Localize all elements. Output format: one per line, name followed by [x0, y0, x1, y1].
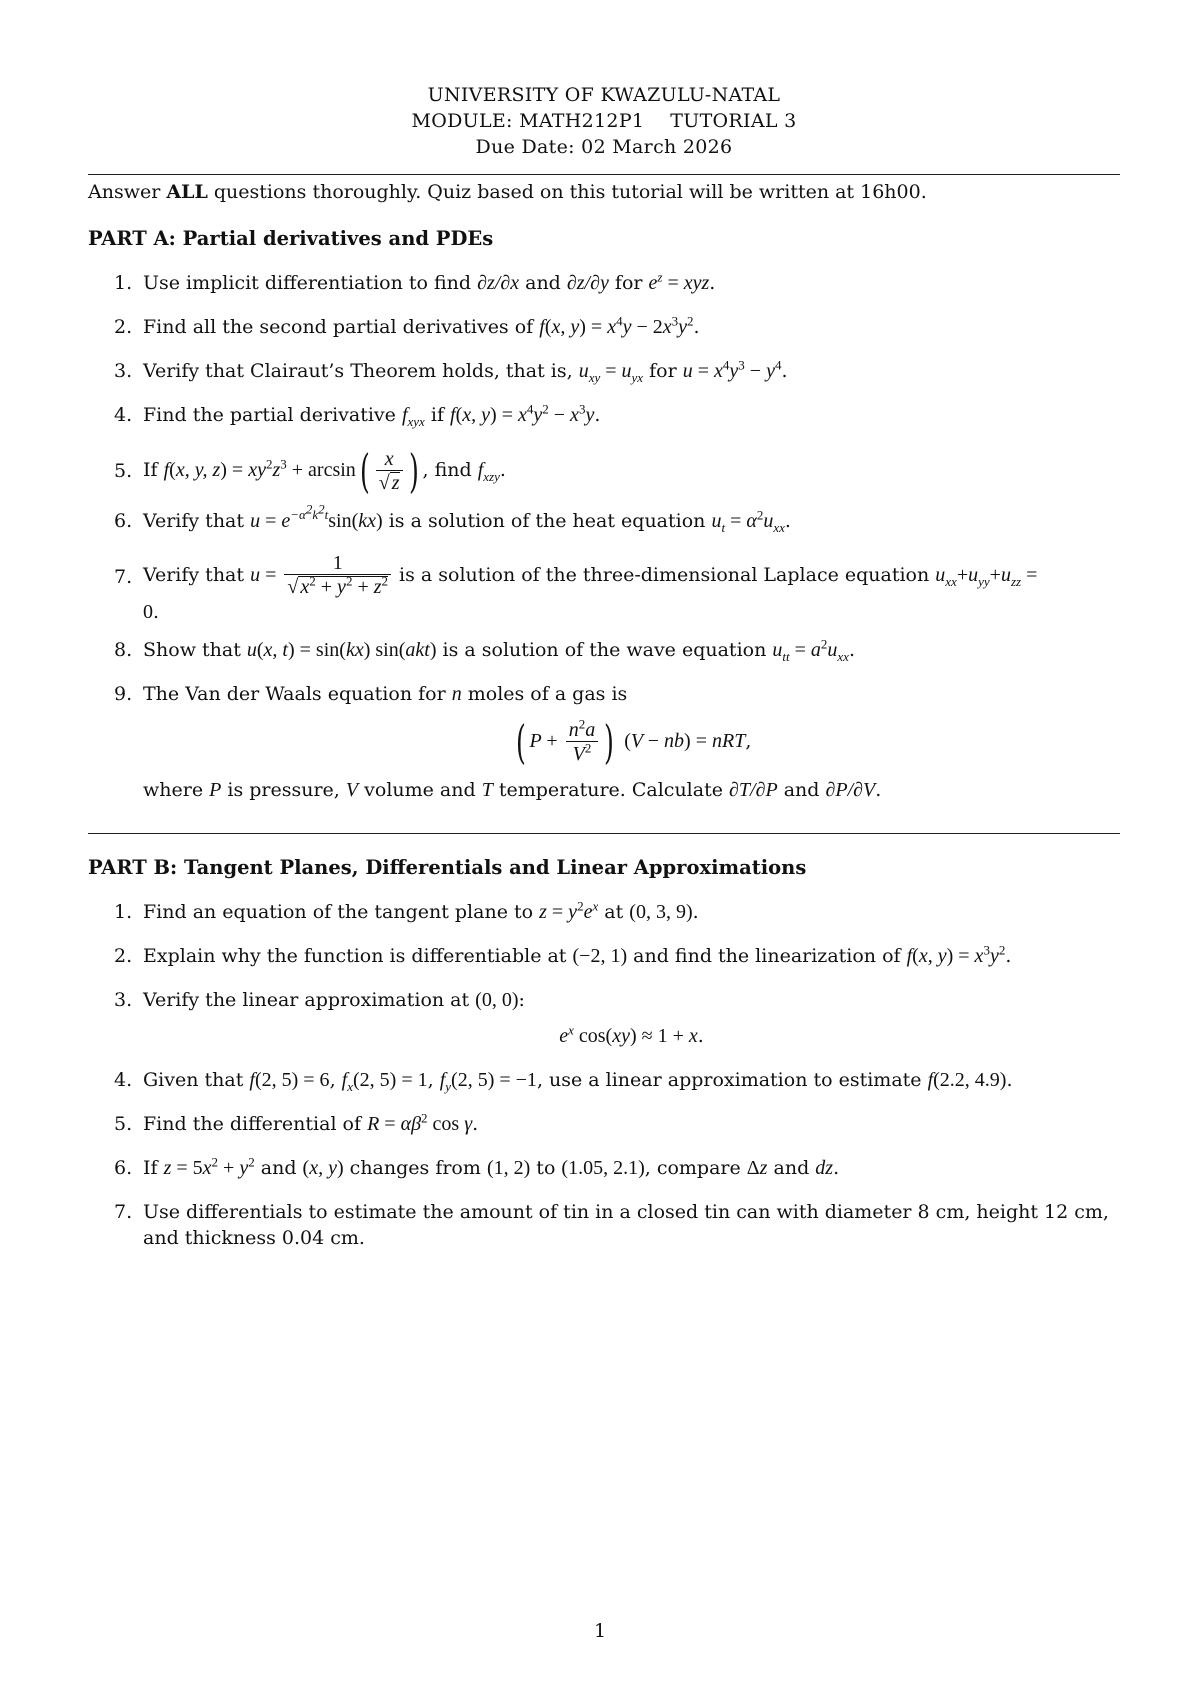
part-a-questions	[88, 270, 1120, 803]
instructions	[88, 179, 1120, 205]
module-line	[88, 108, 1120, 134]
question-item	[88, 943, 1120, 969]
question-text: Use differentials to estimate the amount of tin in a closed tin can with diameter 8 cm, height 12 cm, and thickness 0.04 cm.	[143, 1201, 1109, 1249]
document-header	[88, 82, 1120, 160]
question-text: If f(x, y, $z) = xy^2z^3 + \arcsin$( $\frac{x}{√ z}$ ) , find $f_{xzy}$.	[143, 444, 506, 498]
question-number: 6.	[114, 1157, 133, 1179]
question-text: Find the partial derivative $f_{xyx}$ if f(x, $y) = x^4y^2 - x^3y$.	[143, 401, 601, 429]
question-item	[88, 446, 1120, 496]
question-text: The Van der Waals equation for n moles of a gas is	[143, 683, 628, 705]
question-item	[88, 270, 1120, 296]
question-number: 2.	[114, 945, 133, 967]
part-divider	[88, 833, 1120, 834]
question-text-continued: where P is pressure, V volume and T temperature. Calculate ∂T/∂P and ∂P/∂V.	[143, 779, 882, 801]
tutorial-page	[88, 82, 1120, 1269]
header-divider	[88, 174, 1120, 175]
question-text: Find the differential of $R = \alpha\beta^2$ cos γ.	[143, 1110, 479, 1135]
question-number: 4.	[114, 404, 133, 426]
question-text: Given that f(2, 5) = 6, $f_x(2$, 5) = 1, $f_y(2$, 5) = −1, use a linear approximation to estimate f(2.2, 4.9).	[143, 1069, 1013, 1094]
question-item	[88, 1155, 1120, 1181]
question-number: 3.	[114, 360, 133, 382]
question-number: 7.	[114, 566, 133, 588]
question-item	[88, 552, 1120, 625]
question-text: Explain why the function is differentiable at (−2, 1) and find the linearization of f(x, $y) = x^3y^2$.	[143, 942, 1012, 967]
part-b-title: PART B: Tangent Planes, Differentials and Linear Approximations	[88, 856, 807, 879]
question-item	[88, 1111, 1120, 1137]
question-text: Verify that u = $\frac{1}{√ x^2 + y^2 + z^2}$ is a solution of the three-dimensional Laplace equation $u_{xx}+u_{yy}+u_{zz}$ = 0.	[143, 552, 1038, 623]
question-item	[88, 987, 1120, 1049]
instructions-prefix: Answer	[88, 181, 161, 203]
module-code: MODULE: MATH212P1	[411, 110, 645, 132]
question-item	[88, 314, 1120, 340]
question-number: 5.	[114, 460, 133, 482]
question-item	[88, 681, 1120, 803]
question-number: 2.	[114, 316, 133, 338]
question-item	[88, 502, 1120, 535]
question-item	[88, 402, 1120, 428]
linear-approximation-formula: $e^x$ cos(xy) ≈ 1 + x.	[559, 1022, 704, 1047]
question-number: 8.	[114, 639, 133, 661]
question-text: Show that u(x, t) = sin(kx) sin(akt) is a solution of the wave equation $u_{tt} = a^2u_{xx}$.	[143, 636, 855, 664]
instructions-suffix: questions thoroughly. Quiz based on this tutorial will be written at 16h00.	[213, 181, 927, 203]
question-number: 1.	[114, 901, 133, 923]
question-text: Verify that Clairaut’s Theorem holds, that is, $u_{xy} = u_{yx}$ for $u = x^4y^3 - y^4$.	[143, 357, 788, 385]
due-date: Due Date: 02 March 2026	[475, 136, 733, 158]
question-item	[88, 637, 1120, 663]
question-number: 4.	[114, 1069, 133, 1091]
question-item	[88, 358, 1120, 384]
page-number: 1	[593, 1620, 607, 1642]
question-number: 5.	[114, 1113, 133, 1135]
van-der-waals-equation: ( P + $\frac{n^2a}{V^2}$ ) (V − nb) = nRT,	[515, 715, 752, 769]
part-a-title: PART A: Partial derivatives and PDEs	[88, 227, 494, 250]
question-number: 1.	[114, 272, 133, 294]
question-item	[88, 1067, 1120, 1093]
instructions-emphasis: ALL	[166, 181, 208, 203]
question-number: 9.	[114, 683, 133, 705]
question-number: 7.	[114, 1201, 133, 1223]
question-number: 6.	[114, 510, 133, 532]
question-text: Verify that $u = e^{-\alpha^2k^2t}\sin(kx)$ is a solution of the heat equation $u_t = \alpha^2u_{xx}$.	[143, 502, 791, 535]
question-item	[88, 899, 1120, 925]
tutorial-number: TUTORIAL 3	[670, 110, 797, 132]
question-item	[88, 1199, 1120, 1251]
question-text: Verify the linear approximation at (0, 0):	[143, 989, 525, 1011]
university-name: UNIVERSITY OF KWAZULU-NATAL	[427, 84, 781, 106]
question-number: 3.	[114, 989, 133, 1011]
part-b-questions	[88, 899, 1120, 1251]
question-text: If $z = 5x^2 + y^2$ and (x, y) changes from (1, 2) to (1.05, 2.1), compare Δz and dz.	[143, 1154, 840, 1179]
question-text: Use implicit differentiation to find ∂z/∂x and ∂z/∂y for $e^z$ = xyz.	[143, 269, 716, 294]
question-text: Find an equation of the tangent plane to $z = y^2e^x$ at (0, 3, 9).	[143, 898, 699, 923]
question-text: Find all the second partial derivatives of f(x, $y) = x^4y - 2x^3y^2$.	[143, 313, 700, 338]
